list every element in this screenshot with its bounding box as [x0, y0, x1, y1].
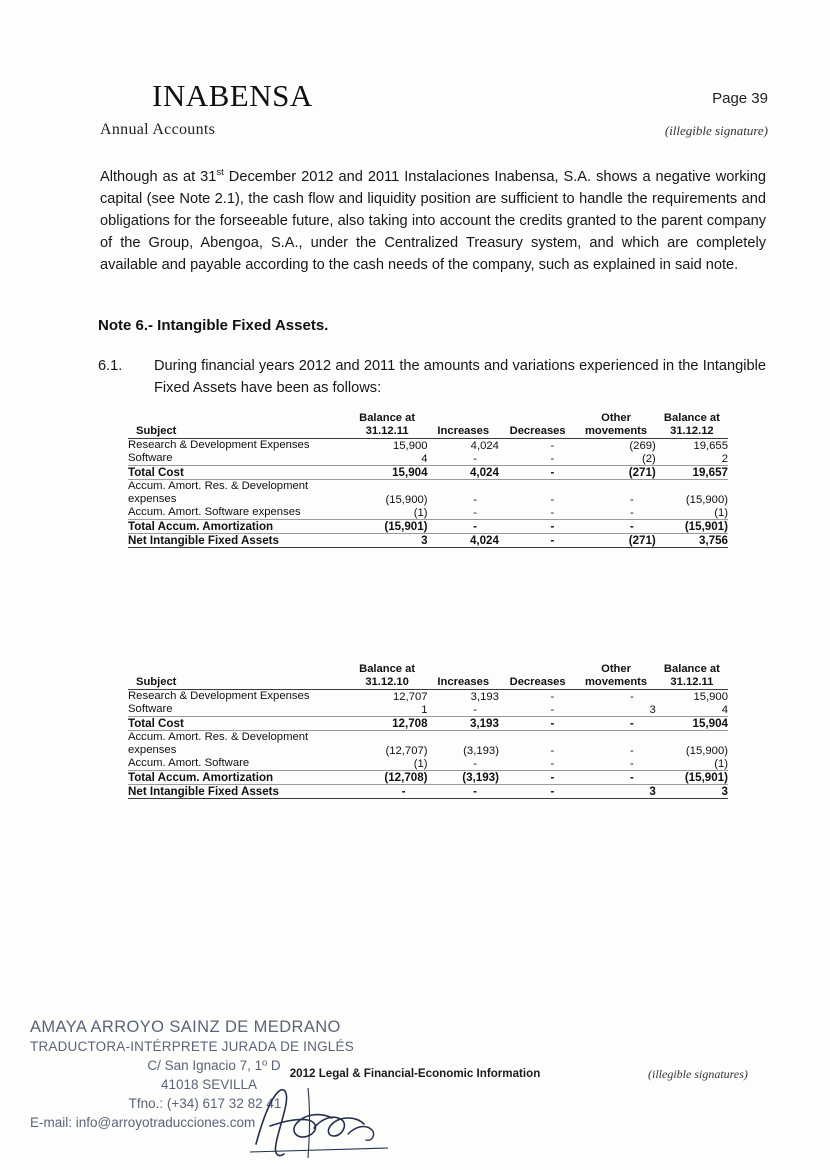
col-balance-start: Balance at 31.12.11 [359, 412, 416, 437]
table-intangible-assets-2012 [128, 412, 728, 548]
stamp-address-street: C/ San Ignacio 7, 1º D [147, 1058, 281, 1073]
table-header-row [128, 663, 728, 690]
table-row: Accum. Amort. Res. & Development expenses (12,707) (3,193) - - (15,900) [128, 731, 728, 757]
clause-text: During financial years 2012 and 2011 the amounts and variations experienced in the Intangible Fixed Assets have been as follows: [154, 358, 766, 396]
table-body [128, 690, 728, 799]
table-row: Research & Development Expenses 12,707 3,193 - - 15,900 [128, 690, 728, 703]
illegible-signature-note: (illegible signature) [664, 123, 768, 138]
page-number: Page 39 [712, 90, 768, 107]
col-decreases: Decreases [509, 676, 566, 688]
table-row: Accum. Amort. Res. & Development expenses (15,900) - - - (15,900) [128, 480, 728, 506]
table-row-net: Net Intangible Fixed Assets - - - 3 3 [128, 785, 728, 798]
table-intangible-assets-2011 [128, 663, 728, 799]
table-row: Software 1 - - 3 4 [128, 703, 728, 716]
document-header [100, 80, 768, 139]
footer-center-text: 2012 Legal & Financial-Economic Information [289, 1067, 541, 1080]
col-balance-end: Balance at 31.12.12 [663, 412, 720, 437]
col-subject: Subject [136, 676, 177, 688]
table-body [128, 439, 728, 548]
table-row-total: Total Cost 15,904 4,024 - (271) 19,657 [128, 466, 728, 479]
table-row: Research & Development Expenses 15,900 4,024 - (269) 19,655 [128, 439, 728, 452]
company-logo-text: INABENSA [152, 78, 313, 113]
col-subject: Subject [136, 425, 177, 437]
clause-6-1 [98, 355, 766, 399]
col-balance-end: Balance at 31.12.11 [663, 663, 720, 688]
col-increases: Increases [437, 425, 490, 437]
stamp-translator-title: TRADUCTORA-INTÉRPRETE JURADA DE INGLÉS [30, 1039, 354, 1054]
stamp-phone: Tfno.: (+34) 617 32 82 41 [128, 1096, 282, 1111]
brand-row [100, 80, 768, 111]
table-row: Accum. Amort. Software (1) - - - (1) [128, 757, 728, 770]
stamp-address-city: 41018 SEVILLA [160, 1077, 258, 1092]
intro-paragraph [100, 162, 766, 276]
table-head [128, 412, 728, 439]
col-increases: Increases [437, 676, 490, 688]
subtitle-row [100, 121, 768, 139]
col-other-movements: Other movements [584, 412, 648, 437]
table-head [128, 663, 728, 690]
stamp-translator-name: AMAYA ARROYO SAINZ DE MEDRANO [30, 1018, 341, 1036]
table-row: Software 4 - - (2) 2 [128, 452, 728, 465]
clause-number: 6.1. [98, 358, 123, 374]
table-header-row [128, 412, 728, 439]
ordinal-suffix: st [216, 167, 224, 178]
table-row-total: Total Accum. Amortization (12,708) (3,193) - - (15,901) [128, 771, 728, 784]
col-decreases: Decreases [509, 425, 566, 437]
document-subtitle: Annual Accounts [100, 121, 216, 138]
translator-stamp [30, 1018, 370, 1132]
table-row: Accum. Amort. Software expenses (1) - - - (1) [128, 506, 728, 519]
stamp-email: E-mail: info@arroyotraducciones.com [30, 1115, 256, 1130]
col-other-movements: Other movements [584, 663, 648, 688]
note-heading: Note 6.- Intangible Fixed Assets. [98, 317, 329, 334]
table-row-net: Net Intangible Fixed Assets 3 4,024 - (271) 3,756 [128, 534, 728, 547]
col-balance-start: Balance at 31.12.10 [359, 663, 416, 688]
table-row-total: Total Accum. Amortization (15,901) - - - (15,901) [128, 520, 728, 533]
footer-illegible-signatures: (illegible signatures) [648, 1067, 748, 1081]
paragraph-part-1: Although as at 31 [100, 168, 217, 185]
table-row-total: Total Cost 12,708 3,193 - - 15,904 [128, 717, 728, 730]
paragraph-part-2: December 2012 and 2011 Instalaciones Inabensa, S.A. shows a negative working capital (see Note 2.1), the cash flow and liquidity position are sufficient to handle the requirements and obligations for the forseeable future, also taking into account the credits granted to the parent company of the Group, Abengoa, S.A., under the Centralized Treasury system, and which are completely available and payable according to the cash needs of the company, such as explained in said note. [100, 168, 766, 273]
